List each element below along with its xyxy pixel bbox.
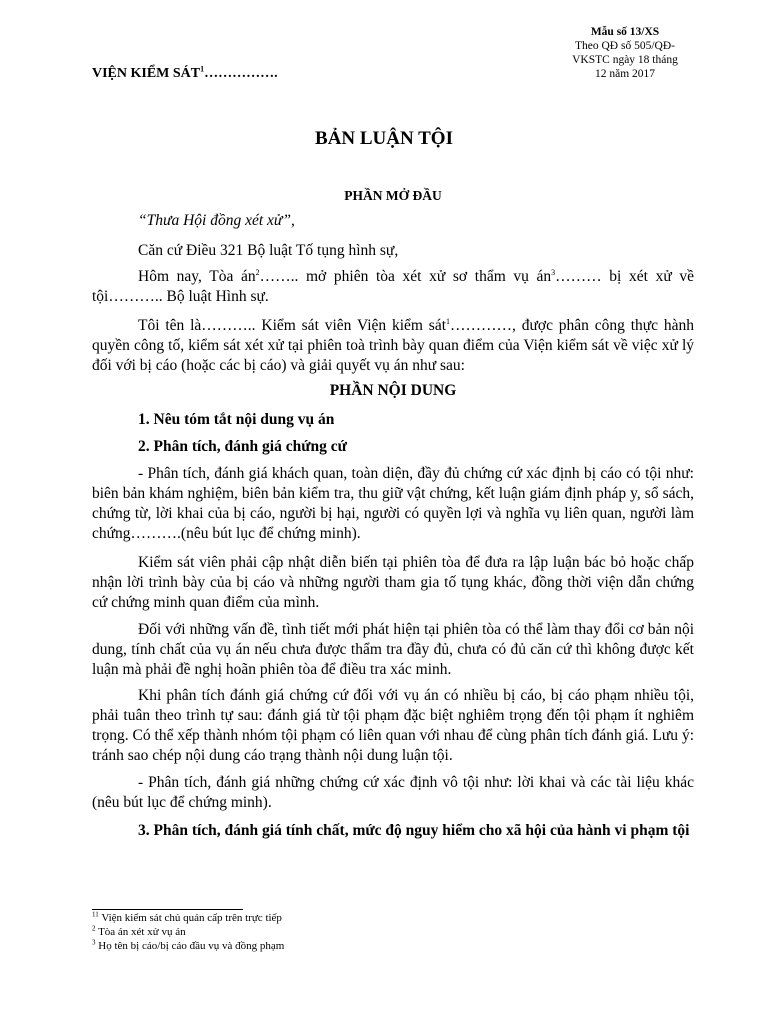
footnote-ref-1: 1 [446,316,451,326]
document-title: BẢN LUẬN TỘI [315,128,453,149]
agency-dots: ……………. [204,66,278,81]
form-basis-line-1: Theo QĐ số 505/QĐ- [575,40,675,52]
footnote-ref-2: 2 [255,267,260,277]
evidence-paragraph-5: - Phân tích, đánh giá những chứng cứ xác định vô tội như: lời khai và các tài liệu khác (nêu bút lục để chứng minh). [92,774,694,811]
footnote-1: $^{11}$ Viện kiểm sát chủ quản cấp trên trực tiếp [92,910,282,924]
agency-label: VIỆN KIỂM SÁT [92,66,201,81]
form-basis-line-2: VKSTC ngày 18 tháng [572,54,678,66]
agency-footnote-ref: 1 [200,64,205,74]
section-2-heading: 2. Phân tích, đánh giá chứng cứ [138,438,347,455]
legal-basis: Căn cứ Điều 321 Bộ luật Tố tụng hình sự, [138,242,399,259]
form-basis-line-3: 12 năm 2017 [594,68,656,80]
section-3-heading: 3. Phân tích, đánh giá tính chất, mức độ nguy hiểm cho xã hội của hành vi phạm tội [138,822,690,839]
footnote-2: $^2$ Tòa án xét xử vụ án [92,924,186,938]
prosecutor-introduction: Tôi tên là……….. Kiểm sát viên Viện kiểm sát$^1$…………, được phân công thực hành quyền công tố, kiểm sát xét xử tại phiên toà trình bày quan điểm của Viện kiểm sát về việc xử lý đối với bị cáo (hoặc các bị cáo) và giải quyết vụ án như sau: [92,316,694,374]
section-1-heading: 1. Nêu tóm tắt nội dung vụ án [138,411,335,428]
footnote-3: $^3$ Họ tên bị cáo/bị cáo đầu vụ và đồng phạm [92,938,285,952]
footnote-separator [92,909,243,910]
agency-header [92,66,278,82]
greeting: “Thưa Hội đồng xét xử”, [138,212,295,229]
form-reference [560,25,690,81]
evidence-paragraph-2: Kiểm sát viên phải cập nhật diễn biến tại phiên tòa để đưa ra lập luận bác bỏ hoặc chấp nhận lời trình bày của bị cáo và những người tham gia tố tụng khác, đồng thời viện dẫn chứng cứ chứng minh quan điểm của mình. [92,554,694,611]
evidence-paragraph-1: - Phân tích, đánh giá khách quan, toàn diện, đầy đủ chứng cứ xác định bị cáo có tội như: biên bản khám nghiệm, biên bản kiểm tra, thu giữ vật chứng, kết luận giám định pháp y, sổ sách, chứng từ, lời khai của bị cáo, người bị hại, người có quyền lợi và nghĩa vụ liên quan, người làm chứng……….(nêu bút lục để chứng minh). [92,465,694,542]
session-statement: Hôm nay, Tòa $án^2\dots\dots$.. mở phiên tòa xét xử sơ thẩm vụ $án^3\dots\dots\dots$ bị xét xử về tội……….. Bộ luật Hình sự. [92,267,694,305]
content-heading: PHẦN NỘI DUNG [329,382,457,399]
form-number: Mẫu số 13/XS [590,26,660,38]
opening-heading: PHẦN MỞ ĐẦU [344,188,442,203]
evidence-paragraph-3: Đối với những vấn đề, tình tiết mới phát hiện tại phiên tòa có thể làm thay đổi cơ bản nội dung, tính chất của vụ án nếu chưa được thẩm tra đầy đủ, chưa có đủ căn cứ thì không được kết luận mà phải đề nghị hoãn phiên tòa để điều tra xác minh. [92,621,694,678]
footnote-ref-3: 3 [551,267,556,277]
evidence-paragraph-4: Khi phân tích đánh giá chứng cứ đối với vụ án có nhiều bị cáo, bị cáo phạm nhiều tội, phải tuân theo trình tự sau: đánh giá từ tội phạm đặc biệt nghiêm trọng đến tội phạm ít nghiêm trọng. Có thể xếp thành nhóm tội phạm có liên quan với nhau để cùng phân tích đánh giá. Lưu ý: tránh sao chép nội dung cáo trạng thành nội dung luận tội. [92,687,694,764]
